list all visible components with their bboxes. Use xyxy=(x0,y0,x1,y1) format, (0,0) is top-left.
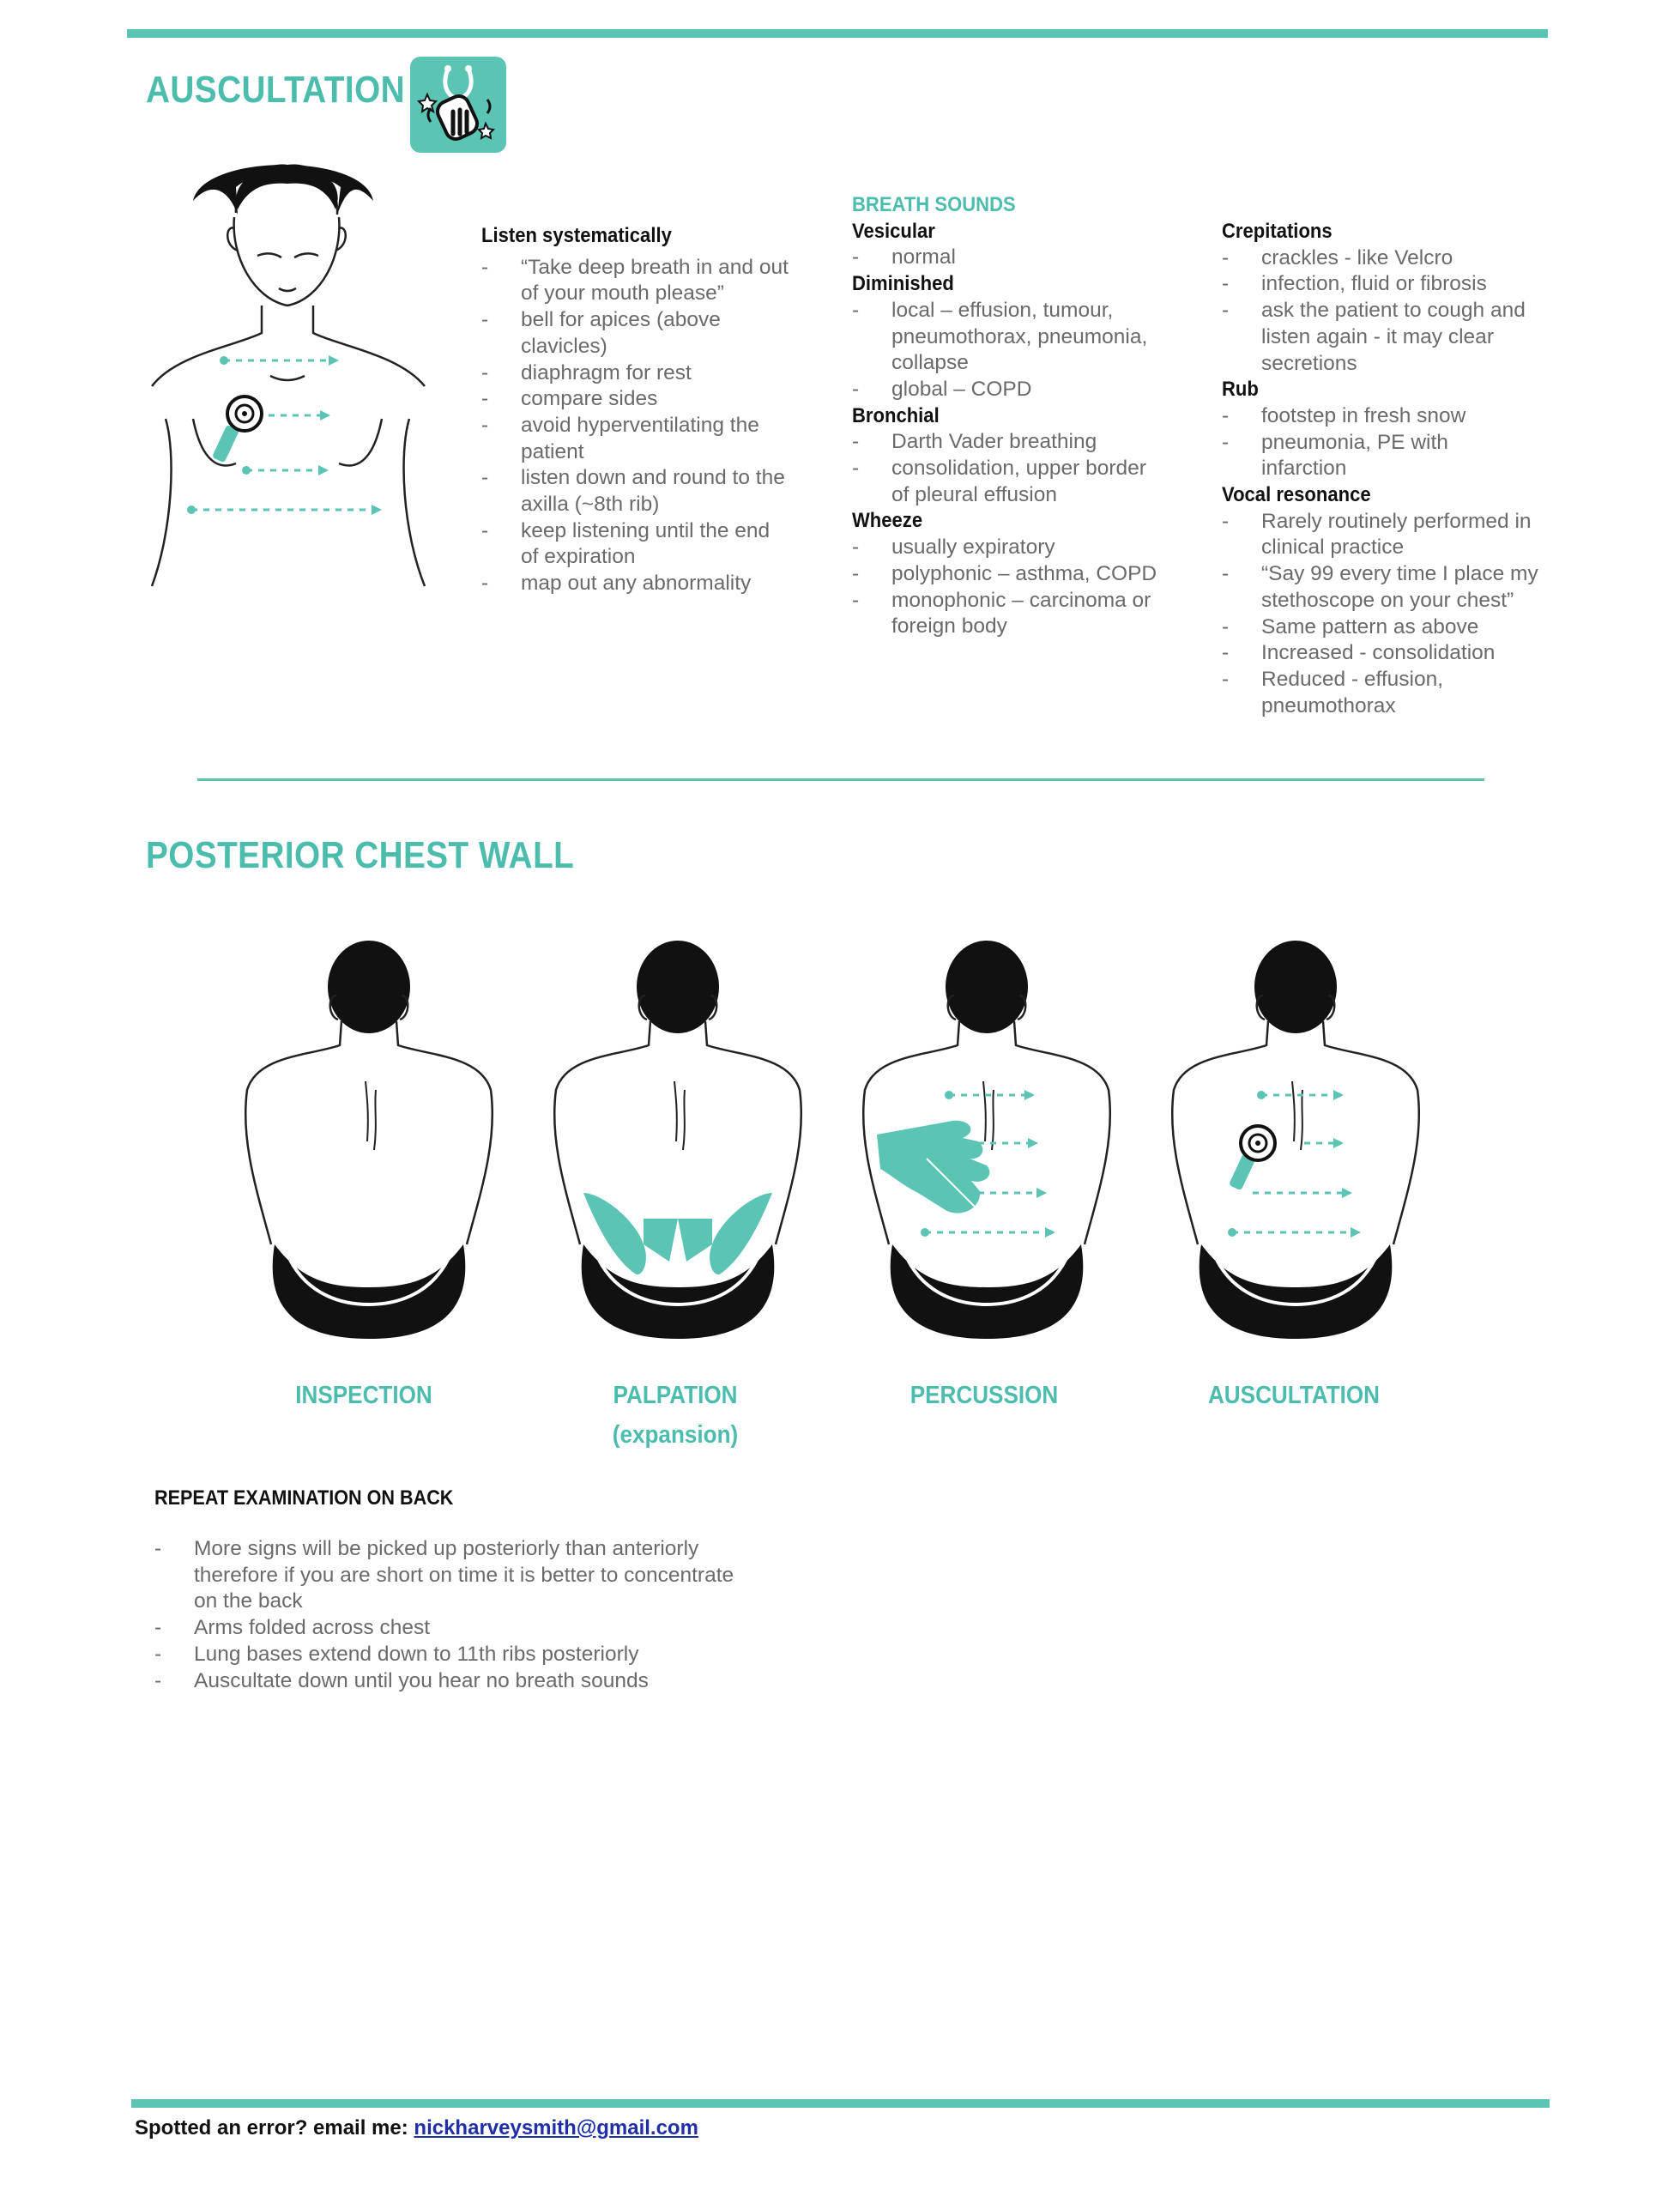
group-title: Vocal resonance xyxy=(1222,483,1371,507)
added-sounds-column xyxy=(1222,219,1539,719)
repeat-heading: REPEAT EXAMINATION ON BACK xyxy=(154,1486,454,1510)
caption-palpation-sub: (expansion) xyxy=(612,1421,739,1449)
list-item: - avoid hyperventilating the patient xyxy=(481,413,790,465)
footer xyxy=(135,2116,698,2140)
list-item: - “Say 99 every time I place my stethoscope on your chest” xyxy=(1222,561,1539,614)
list-item: - monophonic – carcinoma or foreign body xyxy=(852,588,1161,640)
auscultation-title: AUSCULTATION xyxy=(146,69,406,111)
caption-auscultation: AUSCULTATION xyxy=(1207,1382,1381,1409)
list-item: - Auscultate down until you hear no breath sounds xyxy=(154,1668,755,1695)
list-item: - diaphragm for rest xyxy=(481,360,790,387)
bottom-rule xyxy=(131,2099,1550,2108)
list-item: - footstep in fresh snow xyxy=(1222,403,1539,430)
group-title: Rub xyxy=(1222,378,1259,402)
group-title: Crepitations xyxy=(1222,220,1333,243)
list-item: - Darth Vader breathing xyxy=(852,429,1161,456)
listen-systematically-column xyxy=(481,223,790,597)
group-title: Vesicular xyxy=(852,219,935,243)
list-item: - More signs will be picked up posteriorly than anteriorly therefore if you are short on time it is better to concentrate on the back xyxy=(154,1536,755,1615)
list-item: - Arms folded across chest xyxy=(154,1615,755,1642)
caption-inspection: INSPECTION xyxy=(295,1382,432,1409)
stethoscope-hand-icon xyxy=(410,57,506,153)
posterior-title: POSTERIOR CHEST WALL xyxy=(146,834,575,876)
breath-sounds-heading: BREATH SOUNDS xyxy=(852,193,1016,216)
front-torso-illustration xyxy=(142,161,433,590)
list-item: - normal xyxy=(852,245,1161,271)
listen-heading: Listen systematically xyxy=(481,224,672,247)
list-item: - usually expiratory xyxy=(852,535,1161,561)
section-divider xyxy=(197,778,1484,781)
list-item: - consolidation, upper border of pleural effusion xyxy=(852,456,1161,508)
footer-label: Spotted an error? email me: xyxy=(135,2116,414,2140)
list-item: - “Take deep breath in and out of your mouth please” xyxy=(481,255,790,307)
group-title: Bronchial xyxy=(852,403,940,427)
list-item: - Reduced - effusion, pneumothorax xyxy=(1222,667,1539,719)
group-title: Diminished xyxy=(852,272,954,296)
back-figures-illustration xyxy=(240,935,1441,1382)
list-item: - Increased - consolidation xyxy=(1222,640,1539,667)
list-item: - Rarely routinely performed in clinical practice xyxy=(1222,509,1539,561)
list-item: - Same pattern as above xyxy=(1222,614,1539,641)
list-item: - crackles - like Velcro xyxy=(1222,245,1539,272)
list-item: - bell for apices (above clavicles) xyxy=(481,307,790,360)
caption-percussion: PERCUSSION xyxy=(909,1382,1059,1409)
top-rule xyxy=(127,29,1548,38)
list-item: - infection, fluid or fibrosis xyxy=(1222,271,1539,298)
list-item: - Lung bases extend down to 11th ribs posteriorly xyxy=(154,1642,755,1668)
list-item: - pneumonia, PE with infarction xyxy=(1222,430,1539,482)
list-item: - local – effusion, tumour, pneumothorax, pneumonia, collapse xyxy=(852,298,1161,377)
list-item: - map out any abnormality xyxy=(481,571,790,597)
list-item: - keep listening until the end of expiration xyxy=(481,518,790,571)
list-item: - compare sides xyxy=(481,386,790,413)
group-title: Wheeze xyxy=(852,509,923,533)
breath-sounds-column xyxy=(852,192,1161,640)
repeat-list xyxy=(154,1536,755,1694)
list-item: - ask the patient to cough and listen again - it may clear secretions xyxy=(1222,298,1539,377)
caption-palpation: PALPATION xyxy=(613,1382,738,1409)
list-item: - listen down and round to the axilla (~8th rib) xyxy=(481,465,790,517)
email-link[interactable]: nickharveysmith@gmail.com xyxy=(414,2116,698,2140)
list-item: - global – COPD xyxy=(852,377,1161,403)
list-item: - polyphonic – asthma, COPD xyxy=(852,561,1161,588)
